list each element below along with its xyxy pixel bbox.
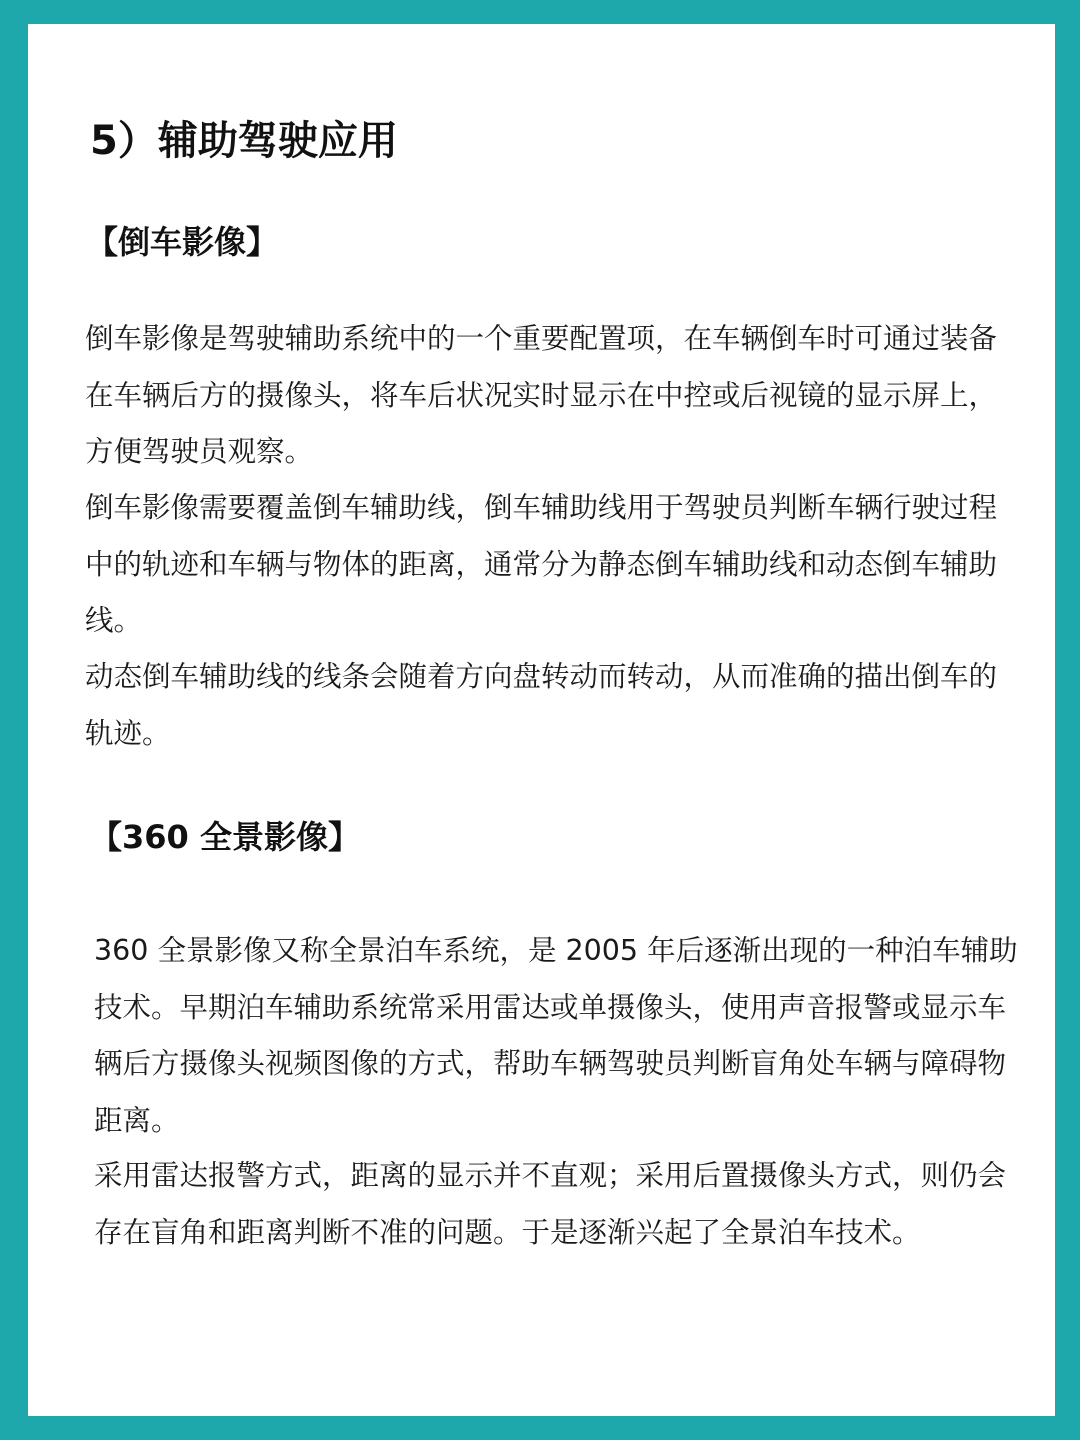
paragraph: 倒车影像需要覆盖倒车辅助线，倒车辅助线用于驾驶员判断车辆行驶过程中的轨迹和车辆与物体的距离，通常分为静态倒车辅助线和动态倒车辅助线。 xyxy=(85,491,998,637)
paragraph: 动态倒车辅助线的线条会随着方向盘转动而转动，从而准确的描出倒车的轨迹。 xyxy=(85,660,998,750)
content-card xyxy=(28,24,1055,1416)
paragraph: 360 全景影像又称全景泊车系统，是 2005 年后逐渐出现的一种泊车辅助技术。早期泊车辅助系统常采用雷达或单摄像头，使用声音报警或显示车辆后方摄像头视频图像的方式，帮助车辆驾驶员判断盲角处车辆与障碍物距离。 xyxy=(94,934,1018,1137)
paragraph: 倒车影像是驾驶辅助系统中的一个重要配置项，在车辆倒车时可通过装备在车辆后方的摄像头，将车后状况实时显示在中控或后视镜的显示屏上，方便驾驶员观察。 xyxy=(85,322,998,468)
section-heading-360-panoramic: 【360 全景影像】 xyxy=(90,818,360,856)
section-heading-reversing-camera: 【倒车影像】 xyxy=(86,223,279,261)
paragraph: 采用雷达报警方式，距离的显示并不直观；采用后置摄像头方式，则仍会存在盲角和距离判断不准的问题。于是逐渐兴起了全景泊车技术。 xyxy=(94,1159,1007,1249)
page-title: 5）辅助驾驶应用 xyxy=(90,118,398,164)
watermark-badge xyxy=(1006,1404,1046,1416)
